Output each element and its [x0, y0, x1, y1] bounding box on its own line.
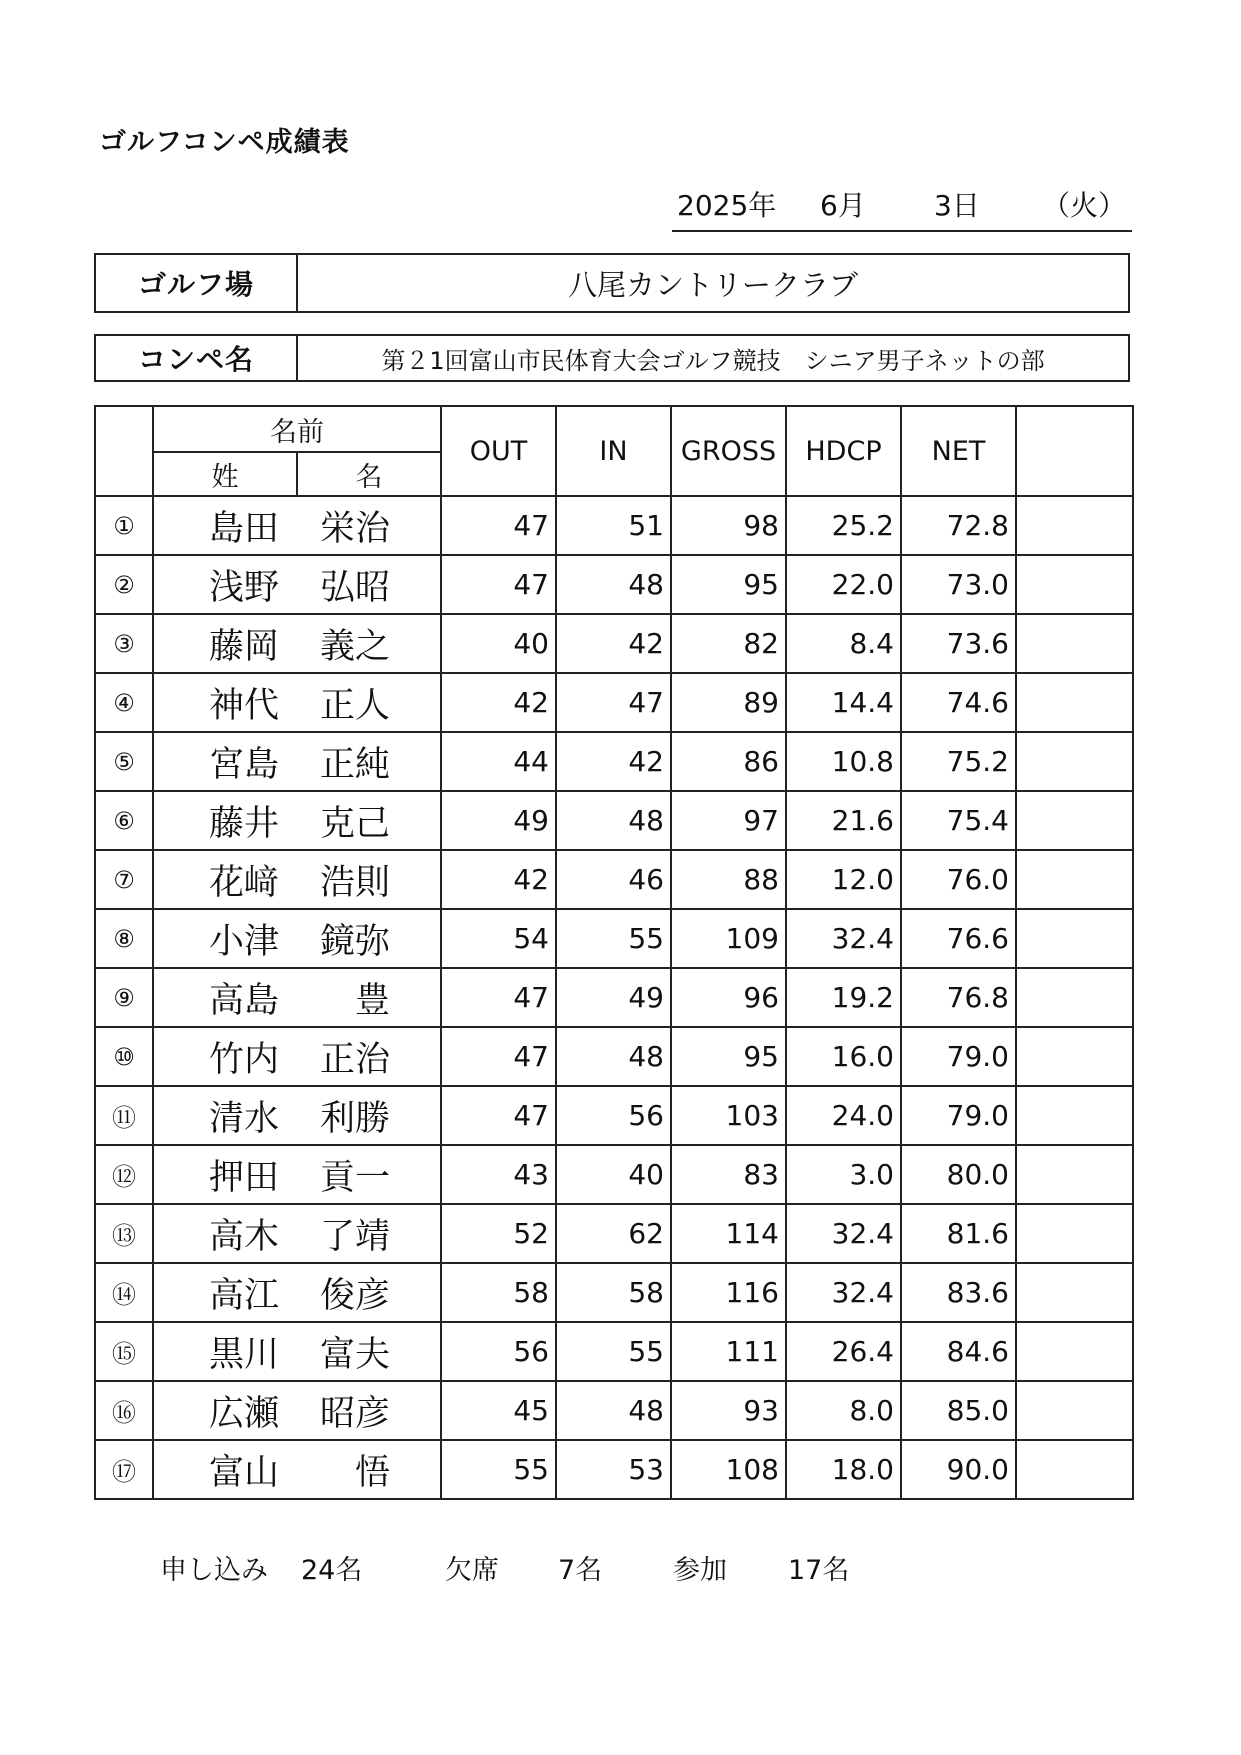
hdcp-cell: 10.8: [786, 732, 901, 791]
gross-cell: 95: [671, 555, 786, 614]
rank-cell: ⑮: [95, 1322, 153, 1381]
hdcp-cell: 21.6: [786, 791, 901, 850]
gross-cell: 97: [671, 791, 786, 850]
competition-label: コンペ名: [96, 336, 298, 380]
gross-cell: 98: [671, 496, 786, 555]
gross-cell: 116: [671, 1263, 786, 1322]
given-name-cell: 正人: [297, 673, 441, 732]
table-row: [95, 1145, 1133, 1204]
table-row: [95, 1381, 1133, 1440]
rank-cell: ②: [95, 555, 153, 614]
hdcp-cell: 26.4: [786, 1322, 901, 1381]
gross-cell: 83: [671, 1145, 786, 1204]
net-cell: 79.0: [901, 1086, 1016, 1145]
table-row: [95, 791, 1133, 850]
hdcp-cell: 16.0: [786, 1027, 901, 1086]
net-cell: 80.0: [901, 1145, 1016, 1204]
in-cell: 56: [556, 1086, 671, 1145]
out-cell: 47: [441, 968, 556, 1027]
page-title: ゴルフコンペ成績表: [99, 127, 350, 158]
out-cell: 55: [441, 1440, 556, 1499]
gross-cell: 114: [671, 1204, 786, 1263]
net-cell: 75.2: [901, 732, 1016, 791]
given-name-cell: 鏡弥: [297, 909, 441, 968]
hdcp-cell: 19.2: [786, 968, 901, 1027]
in-cell: 48: [556, 555, 671, 614]
surname-cell: 清水: [153, 1086, 297, 1145]
table-row: [95, 614, 1133, 673]
in-cell: 53: [556, 1440, 671, 1499]
net-cell: 73.0: [901, 555, 1016, 614]
rank-cell: ③: [95, 614, 153, 673]
blank-cell: [1016, 1204, 1133, 1263]
blank-cell: [1016, 673, 1133, 732]
out-cell: 43: [441, 1145, 556, 1204]
rank-cell: ⑯: [95, 1381, 153, 1440]
hdcp-cell: 32.4: [786, 909, 901, 968]
rank-cell: ⑰: [95, 1440, 153, 1499]
blank-cell: [1016, 1322, 1133, 1381]
rank-cell: ④: [95, 673, 153, 732]
surname-cell: 竹内: [153, 1027, 297, 1086]
blank-cell: [1016, 850, 1133, 909]
blank-cell: [1016, 1086, 1133, 1145]
surname-cell: 黒川: [153, 1322, 297, 1381]
blank-cell: [1016, 732, 1133, 791]
rank-cell: ⑫: [95, 1145, 153, 1204]
hdcp-cell: 24.0: [786, 1086, 901, 1145]
table-row: [95, 1204, 1133, 1263]
blank-cell: [1016, 1027, 1133, 1086]
blank-cell: [1016, 1263, 1133, 1322]
out-cell: 52: [441, 1204, 556, 1263]
in-cell: 40: [556, 1145, 671, 1204]
rank-cell: ①: [95, 496, 153, 555]
out-cell: 56: [441, 1322, 556, 1381]
date-day: 3日: [934, 189, 980, 222]
net-cell: 74.6: [901, 673, 1016, 732]
blank-cell: [1016, 555, 1133, 614]
gross-cell: 111: [671, 1322, 786, 1381]
blank-cell: [1016, 614, 1133, 673]
competition-value: 第２1回富山市民体育大会ゴルフ競技 シニア男子ネットの部: [381, 346, 1045, 375]
mei-header: 名: [297, 452, 441, 496]
net-cell: 76.8: [901, 968, 1016, 1027]
hdcp-cell: 14.4: [786, 673, 901, 732]
given-name-cell: 富夫: [297, 1322, 441, 1381]
table-row: [95, 909, 1133, 968]
surname-cell: 高木: [153, 1204, 297, 1263]
blank-cell: [1016, 496, 1133, 555]
out-cell: 54: [441, 909, 556, 968]
in-cell: 62: [556, 1204, 671, 1263]
hdcp-header: HDCP: [786, 406, 901, 496]
given-name-cell: 豊: [297, 968, 441, 1027]
given-name-cell: 正治: [297, 1027, 441, 1086]
net-cell: 72.8: [901, 496, 1016, 555]
venue-value: 八尾カントリークラブ: [567, 267, 858, 302]
table-row: [95, 1086, 1133, 1145]
in-cell: 46: [556, 850, 671, 909]
net-cell: 75.4: [901, 791, 1016, 850]
venue-box: [94, 253, 1130, 313]
in-cell: 55: [556, 1322, 671, 1381]
gross-cell: 95: [671, 1027, 786, 1086]
surname-cell: 富山: [153, 1440, 297, 1499]
net-cell: 81.6: [901, 1204, 1016, 1263]
in-cell: 58: [556, 1263, 671, 1322]
net-cell: 79.0: [901, 1027, 1016, 1086]
hdcp-cell: 3.0: [786, 1145, 901, 1204]
in-cell: 42: [556, 732, 671, 791]
absent-label: 欠席: [445, 1555, 499, 1586]
net-cell: 84.6: [901, 1322, 1016, 1381]
surname-cell: 小津: [153, 909, 297, 968]
given-name-cell: 利勝: [297, 1086, 441, 1145]
hdcp-cell: 12.0: [786, 850, 901, 909]
date-weekday: （火）: [1042, 189, 1127, 222]
out-cell: 42: [441, 673, 556, 732]
hdcp-cell: 8.0: [786, 1381, 901, 1440]
blank-cell: [1016, 909, 1133, 968]
venue-label: ゴルフ場: [96, 255, 298, 311]
score-body: [95, 496, 1133, 1499]
table-row: [95, 968, 1133, 1027]
date-line: [672, 180, 1132, 232]
out-cell: 47: [441, 496, 556, 555]
net-cell: 73.6: [901, 614, 1016, 673]
joined-value: 17名: [788, 1555, 850, 1586]
surname-cell: 浅野: [153, 555, 297, 614]
out-cell: 49: [441, 791, 556, 850]
gross-cell: 108: [671, 1440, 786, 1499]
rank-cell: ⑭: [95, 1263, 153, 1322]
surname-cell: 島田: [153, 496, 297, 555]
surname-cell: 藤岡: [153, 614, 297, 673]
table-row: [95, 496, 1133, 555]
table-row: [95, 1322, 1133, 1381]
net-cell: 85.0: [901, 1381, 1016, 1440]
surname-cell: 宮島: [153, 732, 297, 791]
table-row: [95, 1027, 1133, 1086]
out-cell: 44: [441, 732, 556, 791]
out-header: OUT: [441, 406, 556, 496]
table-row: [95, 1440, 1133, 1499]
gross-cell: 82: [671, 614, 786, 673]
hdcp-cell: 8.4: [786, 614, 901, 673]
net-cell: 76.6: [901, 909, 1016, 968]
table-row: [95, 1263, 1133, 1322]
given-name-cell: 貢一: [297, 1145, 441, 1204]
sei-header: 姓: [153, 452, 297, 496]
absent-value: 7名: [558, 1555, 603, 1586]
table-row: [95, 555, 1133, 614]
in-cell: 48: [556, 1027, 671, 1086]
date-year: 2025年: [677, 189, 777, 222]
given-name-cell: 弘昭: [297, 555, 441, 614]
surname-cell: 広瀬: [153, 1381, 297, 1440]
blank-cell: [1016, 1145, 1133, 1204]
given-name-cell: 克己: [297, 791, 441, 850]
given-name-cell: 昭彦: [297, 1381, 441, 1440]
gross-header: GROSS: [671, 406, 786, 496]
rank-cell: ⑤: [95, 732, 153, 791]
blank-cell: [1016, 1381, 1133, 1440]
blank-cell: [1016, 791, 1133, 850]
out-cell: 47: [441, 555, 556, 614]
net-cell: 90.0: [901, 1440, 1016, 1499]
gross-cell: 88: [671, 850, 786, 909]
given-name-cell: 了靖: [297, 1204, 441, 1263]
net-header: NET: [901, 406, 1016, 496]
surname-cell: 高島: [153, 968, 297, 1027]
score-table: [94, 405, 1134, 1500]
in-cell: 49: [556, 968, 671, 1027]
blank-header: [1016, 406, 1133, 496]
gross-cell: 103: [671, 1086, 786, 1145]
gross-cell: 86: [671, 732, 786, 791]
out-cell: 47: [441, 1027, 556, 1086]
in-cell: 55: [556, 909, 671, 968]
hdcp-cell: 18.0: [786, 1440, 901, 1499]
rank-cell: ⑬: [95, 1204, 153, 1263]
out-cell: 40: [441, 614, 556, 673]
in-cell: 47: [556, 673, 671, 732]
rank-header: [95, 406, 153, 496]
rank-cell: ⑥: [95, 791, 153, 850]
given-name-cell: 正純: [297, 732, 441, 791]
table-row: [95, 732, 1133, 791]
surname-cell: 押田: [153, 1145, 297, 1204]
net-cell: 83.6: [901, 1263, 1016, 1322]
competition-box: [94, 334, 1130, 382]
surname-cell: 藤井: [153, 791, 297, 850]
in-header: IN: [556, 406, 671, 496]
hdcp-cell: 22.0: [786, 555, 901, 614]
in-cell: 51: [556, 496, 671, 555]
given-name-cell: 悟: [297, 1440, 441, 1499]
in-cell: 48: [556, 791, 671, 850]
gross-cell: 109: [671, 909, 786, 968]
out-cell: 45: [441, 1381, 556, 1440]
applied-label: 申し込み: [160, 1555, 268, 1586]
given-name-cell: 栄治: [297, 496, 441, 555]
out-cell: 47: [441, 1086, 556, 1145]
hdcp-cell: 32.4: [786, 1263, 901, 1322]
gross-cell: 96: [671, 968, 786, 1027]
blank-cell: [1016, 1440, 1133, 1499]
blank-cell: [1016, 968, 1133, 1027]
joined-label: 参加: [673, 1555, 727, 1586]
gross-cell: 89: [671, 673, 786, 732]
rank-cell: ⑨: [95, 968, 153, 1027]
rank-cell: ⑩: [95, 1027, 153, 1086]
applied-value: 24名: [301, 1555, 363, 1586]
given-name-cell: 義之: [297, 614, 441, 673]
table-row: [95, 673, 1133, 732]
in-cell: 48: [556, 1381, 671, 1440]
out-cell: 58: [441, 1263, 556, 1322]
name-header: 名前: [153, 406, 441, 452]
rank-cell: ⑦: [95, 850, 153, 909]
rank-cell: ⑪: [95, 1086, 153, 1145]
surname-cell: 神代: [153, 673, 297, 732]
given-name-cell: 浩則: [297, 850, 441, 909]
gross-cell: 93: [671, 1381, 786, 1440]
net-cell: 76.0: [901, 850, 1016, 909]
rank-cell: ⑧: [95, 909, 153, 968]
table-row: [95, 850, 1133, 909]
date-month: 6月: [820, 189, 866, 222]
in-cell: 42: [556, 614, 671, 673]
surname-cell: 高江: [153, 1263, 297, 1322]
given-name-cell: 俊彦: [297, 1263, 441, 1322]
out-cell: 42: [441, 850, 556, 909]
hdcp-cell: 32.4: [786, 1204, 901, 1263]
surname-cell: 花﨑: [153, 850, 297, 909]
hdcp-cell: 25.2: [786, 496, 901, 555]
